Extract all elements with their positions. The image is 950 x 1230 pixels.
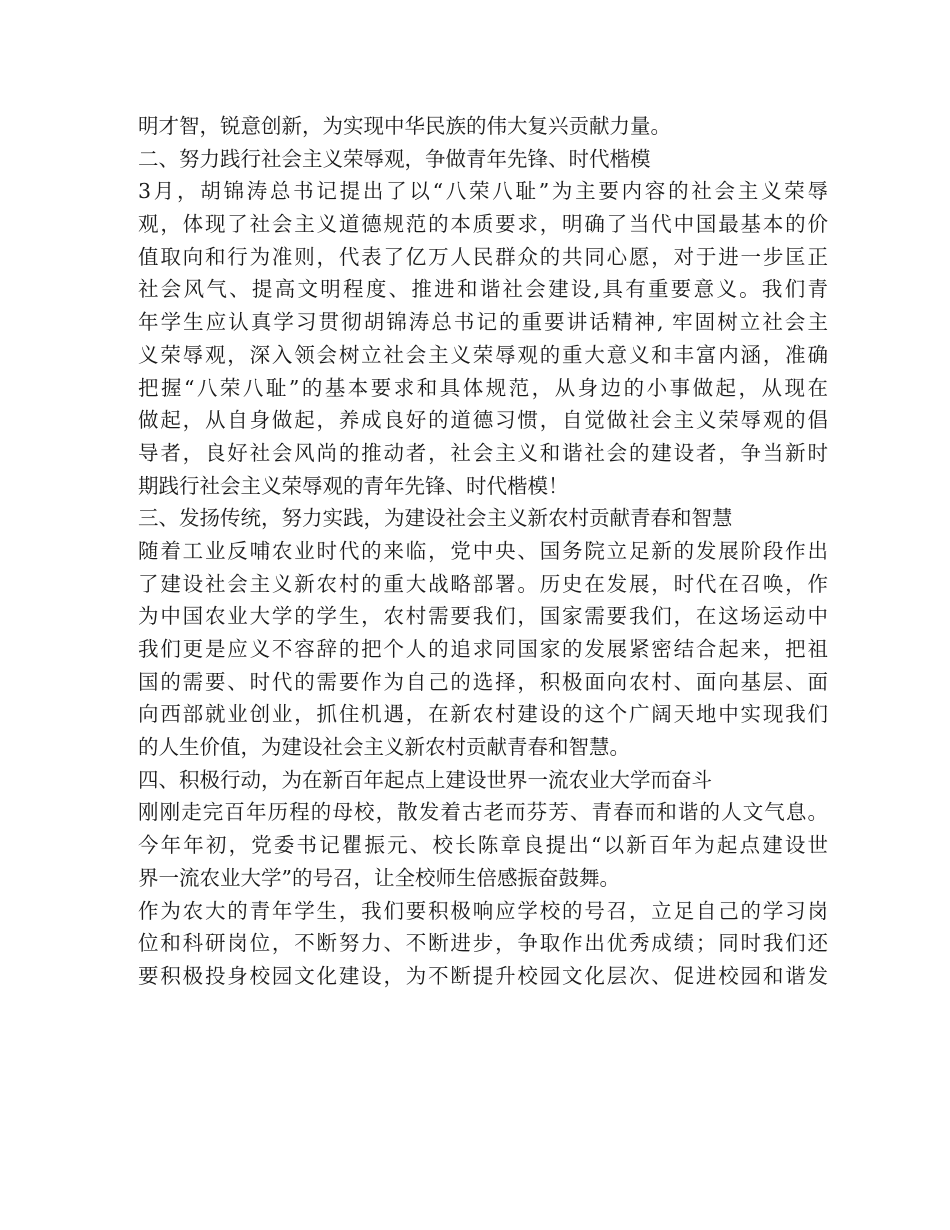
text-line: 导者，良好社会风尚的推动者，社会主义和谐社会的建设者，争当新时 — [138, 440, 828, 465]
text-line: 值取向和行为准则，代表了亿万人民群众的共同心愿，对于进一步匡正 — [138, 244, 828, 269]
text-line: 3月，胡锦涛总书记提出了以“八荣八耻”为主要内容的社会主义荣辱 — [138, 179, 828, 204]
text-line: 向西部就业创业，抓住机遇，在新农村建设的这个广阔天地中实现我们 — [138, 702, 828, 727]
text-line: 二、努力践行社会主义荣辱观，争做青年先锋、时代楷模 — [138, 146, 651, 171]
text-line: 的人生价值，为建设社会主义新农村贡献青春和智慧。 — [138, 735, 630, 760]
text-line: 要积极投身校园文化建设，为不断提升校园文化层次、促进校园和谐发 — [138, 963, 828, 988]
text-line: 期践行社会主义荣辱观的青年先锋、时代楷模！ — [138, 473, 569, 498]
text-line: 刚刚走完百年历程的母校，散发着古老而芬芳、青春而和谐的人文气息。 — [138, 800, 828, 825]
text-line: 作为农大的青年学生，我们要积极响应学校的号召，立足自己的学习岗 — [138, 898, 828, 923]
text-line: 做起，从自身做起，养成良好的道德习惯，自觉做社会主义荣辱观的倡 — [138, 408, 828, 433]
document-page — [138, 110, 828, 993]
text-line: 位和科研岗位，不断努力、不断进步，争取作出优秀成绩；同时我们还 — [138, 931, 828, 956]
text-line: 义荣辱观，深入领会树立社会主义荣辱观的重大意义和丰富内涵，准确 — [138, 342, 828, 367]
text-line: 我们更是应义不容辞的把个人的追求同国家的发展紧密结合起来，把祖 — [138, 637, 828, 661]
text-line: 了建设社会主义新农村的重大战略部署。历史在发展，时代在召唤，作 — [138, 571, 828, 596]
text-line: 四、积极行动，为在新百年起点上建设世界一流农业大学而奋斗 — [138, 767, 712, 792]
text-line: 明才智，锐意创新，为实现中华民族的伟大复兴贡献力量。 — [138, 114, 671, 138]
text-line: 社会风气、提高文明程度、推进和谐社会建设,具有重要意义。我们青 — [138, 277, 828, 302]
text-line: 年学生应认真学习贯彻胡锦涛总书记的重要讲话精神, 牢固树立社会主 — [138, 310, 828, 335]
text-line: 三、发扬传统，努力实践，为建设社会主义新农村贡献青春和智慧 — [138, 506, 733, 531]
text-line: 观，体现了社会主义道德规范的本质要求，明确了当代中国最基本的价 — [138, 212, 828, 237]
text-line: 为中国农业大学的学生，农村需要我们，国家需要我们，在这场运动中 — [138, 604, 828, 629]
text-line: 随着工业反哺农业时代的来临，党中央、国务院立足新的发展阶段作出 — [138, 538, 828, 563]
text-line: 界一流农业大学”的号召，让全校师生倍感振奋鼓舞。 — [138, 865, 620, 890]
text-line: 国的需要、时代的需要作为自己的选择，积极面向农村、面向基层、面 — [138, 669, 828, 694]
text-line: 把握“八荣八耻”的基本要求和具体规范，从身边的小事做起，从现在 — [138, 375, 828, 400]
text-line: 今年年初，党委书记瞿振元、校长陈章良提出“以新百年为起点建设世 — [138, 833, 828, 858]
